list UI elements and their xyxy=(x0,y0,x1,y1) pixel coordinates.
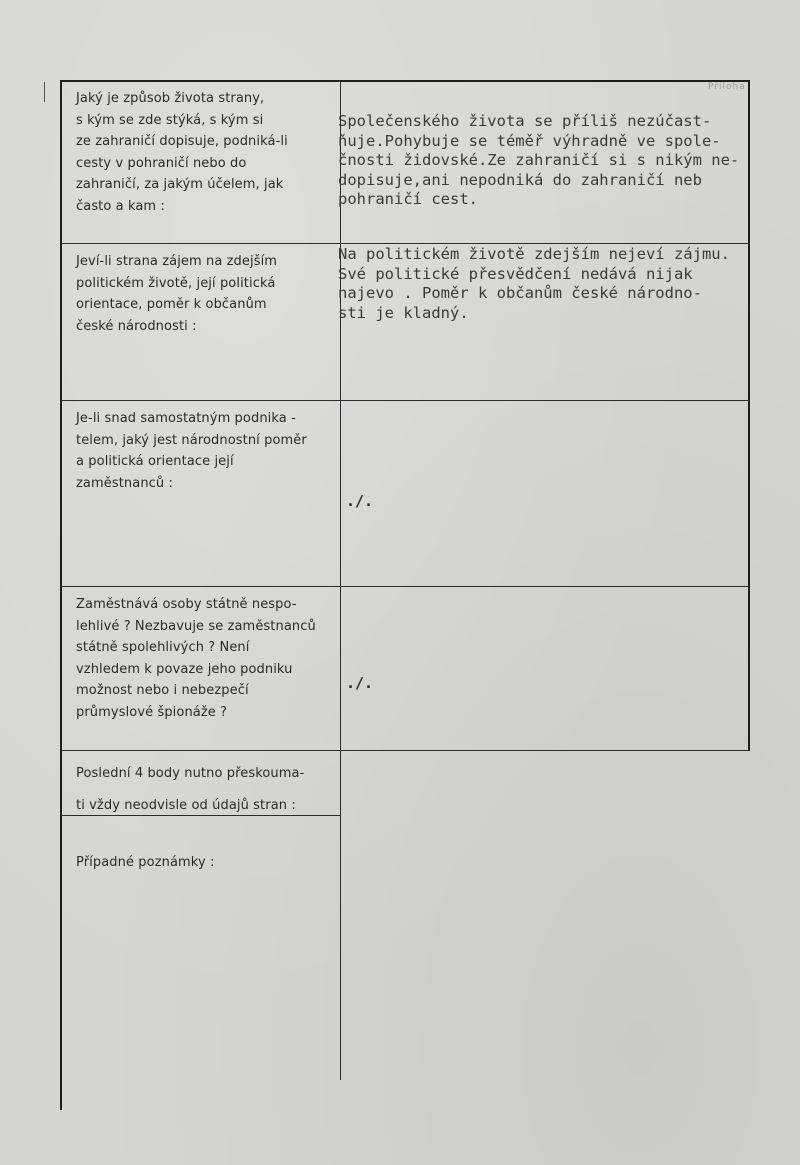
question-employees xyxy=(76,594,338,723)
answer-line: čnosti židovské.Ze zahraničí si s nikým ne- xyxy=(338,151,740,169)
remarks-label xyxy=(76,852,338,874)
answer-entrepreneur-mark: ./. xyxy=(346,492,374,510)
question-entrepreneur xyxy=(76,408,338,494)
answer-line: ňuje.Pohybuje se téměř výhradně ve spole- xyxy=(338,131,721,150)
question-life-style xyxy=(76,88,338,217)
answer-line: Své politické přesvědčení nedává nijak xyxy=(338,264,693,283)
table-left-border xyxy=(60,80,62,1110)
question-line: Případné poznámky : xyxy=(76,855,215,870)
answer-employees-mark: ./. xyxy=(346,674,374,692)
question-line: Zaměstnává osoby státně nespo- xyxy=(76,597,297,612)
answer-political-life xyxy=(338,245,730,323)
question-line: politickém životě, její politická xyxy=(76,275,276,291)
answer-line: dopisuje,ani nepodniká do zahraničí neb xyxy=(338,170,702,189)
question-line: ze zahraničí dopisuje, podniká-li xyxy=(76,134,288,149)
question-line: často a kam : xyxy=(76,198,165,214)
question-line: a politická orientace její xyxy=(76,454,234,469)
row-divider-1 xyxy=(60,243,750,244)
question-line: zaměstnanců : xyxy=(76,475,173,491)
answer-line: sti je kladný. xyxy=(338,303,469,322)
table-top-border xyxy=(60,80,750,82)
question-line: telem, jaký jest národnostní poměr xyxy=(76,432,307,448)
row-divider-2 xyxy=(60,400,750,401)
answer-line: pohraničí cest. xyxy=(338,190,478,208)
faint-stamp-text: Příloha xyxy=(708,82,746,92)
question-line: české národnosti : xyxy=(76,318,197,334)
question-line: vzhledem k povaze jeho podniku xyxy=(76,661,293,677)
question-line: Poslední 4 body nutno přeskouma- xyxy=(76,766,305,781)
question-line: orientace, poměr k občanům xyxy=(76,297,267,312)
row-divider-3 xyxy=(60,586,750,587)
question-line: průmyslové špionáže ? xyxy=(76,704,228,720)
question-political-life xyxy=(76,251,338,337)
question-line: lehlivé ? Nezbavuje se zaměstnanců xyxy=(76,618,316,634)
question-line: ti vždy neodvisle od údajů stran : xyxy=(76,798,296,813)
question-line: zahraničí, za jakým účelem, jak xyxy=(76,177,284,192)
table-middle-border xyxy=(340,80,341,1080)
answer-line: najevo . Poměr k občanům české národno- xyxy=(338,284,702,302)
question-line: Je-li snad samostatným podnika - xyxy=(76,411,296,426)
row-divider-4 xyxy=(60,750,750,751)
question-line: cesty v pohraničí nebo do xyxy=(76,155,247,171)
answer-line: Společenského života se příliš nezúčast- xyxy=(338,112,712,130)
note-verify xyxy=(76,758,338,822)
answer-line: Na politickém životě zdejším nejeví zájmu. xyxy=(338,245,730,263)
answer-life-style xyxy=(338,112,739,210)
table-right-border xyxy=(748,80,750,750)
question-line: s kým se zde stýká, s kým si xyxy=(76,112,264,128)
question-line: státně spolehlivých ? Není xyxy=(76,640,250,655)
outer-left-margin-line xyxy=(44,82,45,102)
question-line: Jaký je způsob života strany, xyxy=(76,91,265,106)
question-line: možnost nebo i nebezpečí xyxy=(76,683,249,698)
question-line: Jeví-li strana zájem na zdejším xyxy=(76,254,278,269)
